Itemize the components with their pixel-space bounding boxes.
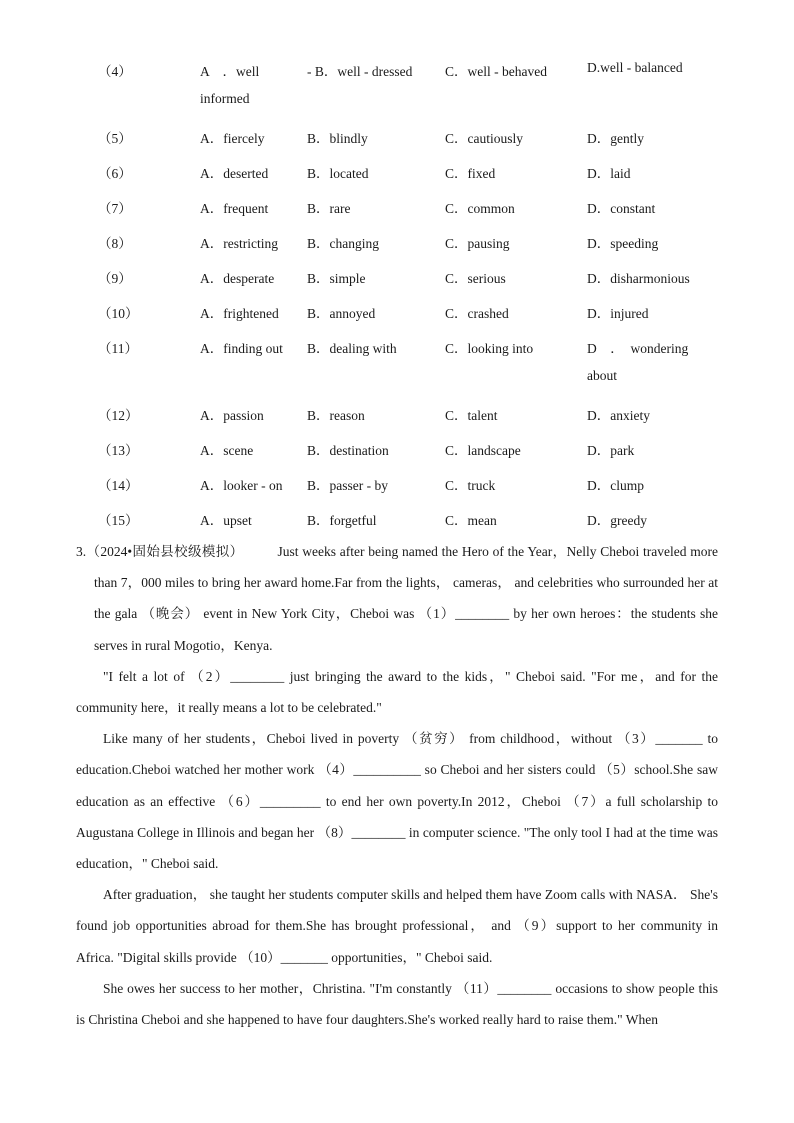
option-row-7 <box>0 189 794 224</box>
option-a: A．deserted <box>200 166 269 181</box>
option-d: D ． wondering <box>587 341 689 356</box>
option-c: C．cautiously <box>445 131 523 146</box>
question-number: （12） <box>98 408 139 423</box>
option-b: B．dealing with <box>307 341 397 356</box>
option-d: D．clump <box>587 478 644 493</box>
option-a: A．upset <box>200 513 252 528</box>
option-d: D．gently <box>587 131 644 146</box>
option-a: A．desperate <box>200 271 275 286</box>
option-c: C．looking into <box>445 341 534 356</box>
option-d: D.well - balanced <box>587 60 683 75</box>
option-c: C．mean <box>445 513 497 528</box>
option-a: A．finding out <box>200 341 283 356</box>
intro-text: Just weeks after being named the Hero of the Year，Nelly Cheboi traveled more than 7，000 miles to bring her award home.Far from the lights， cameras， and celebrities who surrounded her at the gala （晚会） event in New York City，Cheboi was （1）________ by her own heroes：the students she serves in rural Mogotio，Kenya. <box>94 544 718 653</box>
option-c: C．truck <box>445 478 496 493</box>
option-a: A．looker - on <box>200 478 283 493</box>
option-c: C．talent <box>445 408 498 423</box>
question-number: （7） <box>98 201 132 216</box>
question-number: （15） <box>98 513 139 528</box>
option-b: B．forgetful <box>307 513 377 528</box>
option-row-9 <box>0 259 794 294</box>
option-c: C．crashed <box>445 306 509 321</box>
option-d: D．constant <box>587 201 656 216</box>
passage-paragraph: "I felt a lot of （2）________ just bringing the award to the kids，" Cheboi said. "For me，and for the community here，it really means a lot to be celebrated." <box>76 668 718 716</box>
option-b: B．blindly <box>307 131 368 146</box>
option-d: D．laid <box>587 166 631 181</box>
option-b: B．rare <box>307 201 351 216</box>
option-a: A ．well <box>200 64 260 79</box>
reading-passage <box>76 536 718 1035</box>
option-b: B．located <box>307 166 369 181</box>
option-row-4 <box>0 52 794 119</box>
question-number: （11） <box>98 341 138 356</box>
option-d: D．injured <box>587 306 649 321</box>
option-a: A．fiercely <box>200 131 265 146</box>
option-c: C．serious <box>445 271 506 286</box>
question-number: （10） <box>98 306 139 321</box>
question-number: （6） <box>98 166 132 181</box>
option-row-11 <box>0 329 794 396</box>
option-b: B．changing <box>307 236 379 251</box>
option-a: A．frightened <box>200 306 279 321</box>
passage-paragraph: She owes her success to her mother，Christina. "I'm constantly （11）________ occasions to show people this is Christina Cheboi and she happened to have four daughters.She's worked really hard to raise them." When <box>76 980 718 1028</box>
question-number: （4） <box>98 64 132 79</box>
answer-options-table <box>0 52 794 536</box>
option-b: - B．well - dressed <box>307 64 413 79</box>
question-source: 3.（2024•固始县校级模拟） <box>76 544 244 559</box>
question-3-intro <box>76 536 718 661</box>
option-b: B．simple <box>307 271 366 286</box>
option-d: D．park <box>587 443 635 458</box>
option-row-8 <box>0 224 794 259</box>
option-a: A．scene <box>200 443 254 458</box>
option-row-14 <box>0 466 794 501</box>
option-b: B．destination <box>307 443 389 458</box>
option-c: C．landscape <box>445 443 521 458</box>
option-b: B．passer - by <box>307 478 388 493</box>
option-a: A．frequent <box>200 201 269 216</box>
option-row-5 <box>0 119 794 154</box>
passage-paragraph: Like many of her students，Cheboi lived in poverty （贫穷） from childhood，without （3）_______ to education.Cheboi watched her mother work （4）__________ so Cheboi and her sisters could （5）school.She saw education as an effective （6）_________ to end her own poverty.In 2012，Cheboi （7）a full scholarship to Augustana College in Illinois and began her （8）________ in computer science. "The only tool I had at the time was education，" Cheboi said. <box>76 731 718 872</box>
option-d-continued: about <box>587 368 617 383</box>
question-number: （14） <box>98 478 139 493</box>
option-b: B．annoyed <box>307 306 376 321</box>
option-c: C．common <box>445 201 515 216</box>
option-b: B．reason <box>307 408 365 423</box>
option-c: C．well - behaved <box>445 64 547 79</box>
option-d: D．disharmonious <box>587 271 690 286</box>
option-row-10 <box>0 294 794 329</box>
option-a-continued: informed <box>200 91 250 106</box>
question-number: （5） <box>98 131 132 146</box>
passage-paragraph: After graduation， she taught her students computer skills and helped them have Zoom calls with NASA． She's found job opportunities abroad for them.She has brought professional， and （9）support to her community in Africa. "Digital skills provide （10）_______ opportunities，" Cheboi said. <box>76 887 718 965</box>
option-d: D．anxiety <box>587 408 650 423</box>
option-d: D．greedy <box>587 513 647 528</box>
option-row-12 <box>0 396 794 431</box>
option-a: A．restricting <box>200 236 278 251</box>
option-row-6 <box>0 154 794 189</box>
option-row-15 <box>0 501 794 536</box>
option-c: C．fixed <box>445 166 496 181</box>
question-number: （13） <box>98 443 139 458</box>
option-a: A．passion <box>200 408 264 423</box>
option-d: D．speeding <box>587 236 659 251</box>
option-row-13 <box>0 431 794 466</box>
option-c: C．pausing <box>445 236 510 251</box>
question-number: （8） <box>98 236 132 251</box>
question-number: （9） <box>98 271 132 286</box>
